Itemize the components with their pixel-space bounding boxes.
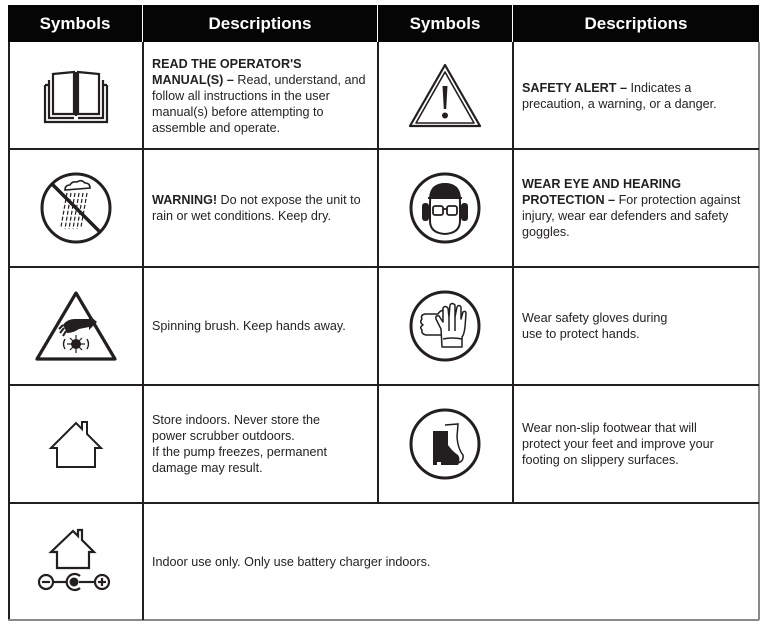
header-divider <box>377 5 378 42</box>
symbol-cell <box>378 386 512 502</box>
header-descriptions-1: Descriptions <box>143 5 377 42</box>
table-border-bottom <box>8 619 759 621</box>
non-slip-footwear-icon <box>408 407 482 481</box>
spinning-brush-hand-warning-icon <box>33 289 119 363</box>
symbol-cell <box>9 150 142 266</box>
symbol-cell <box>378 150 512 266</box>
table-border-right <box>758 42 760 620</box>
description-text: Indoor use only. Only use battery charger indoors. <box>152 554 431 569</box>
safety-alert-triangle-icon <box>407 62 483 130</box>
description-line: Wear safety gloves during <box>522 311 668 325</box>
description-cell <box>143 504 758 619</box>
description-title: SAFETY ALERT – <box>522 80 627 95</box>
eye-hearing-protection-icon <box>408 171 482 245</box>
open-book-manual-icon <box>41 68 111 124</box>
description-cell <box>513 150 758 266</box>
description-title: READ THE OPERATOR'S MANUAL(S) – <box>152 56 302 87</box>
description-text <box>522 80 750 112</box>
description-line: use to protect hands. <box>522 327 640 341</box>
symbol-cell <box>378 43 512 148</box>
symbol-cell <box>9 504 142 619</box>
description-cell <box>513 268 758 384</box>
symbol-cell <box>9 386 142 502</box>
description-cell <box>513 386 758 502</box>
no-rain-icon <box>39 171 113 245</box>
description-line: If the pump freezes, permanent <box>152 445 328 459</box>
house-store-indoors-icon <box>46 418 106 470</box>
symbol-cell <box>378 268 512 384</box>
description-text <box>522 310 667 342</box>
header-symbols-2: Symbols <box>378 5 512 42</box>
header-descriptions-2: Descriptions <box>513 5 759 42</box>
description-cell <box>143 386 377 502</box>
description-text <box>522 176 750 240</box>
description-cell <box>513 43 758 148</box>
safety-gloves-icon <box>408 289 482 363</box>
indoor-charger-polarity-icon <box>36 528 116 596</box>
description-line: damage may result. <box>152 461 263 475</box>
header-symbols-1: Symbols <box>8 5 142 42</box>
description-body: Indicates a precaution, a warning, or a danger. <box>522 80 717 111</box>
description-line: power scrubber outdoors. <box>152 429 295 443</box>
description-line: Store indoors. Never store the <box>152 413 320 427</box>
description-cell <box>143 268 377 384</box>
description-cell <box>143 43 377 148</box>
description-body: Read, understand, and follow all instructions in the user manual(s) before attempting to assemble and operate. <box>152 72 366 135</box>
description-text <box>152 412 327 476</box>
description-body: Do not expose the unit to rain or wet conditions. Keep dry. <box>152 193 361 223</box>
description-text: Wear non-slip footwear that will protect your feet and improve your footing on slippery surfaces. <box>522 421 714 467</box>
description-text: Spinning brush. Keep hands away. <box>152 319 346 333</box>
symbol-cell <box>9 268 142 384</box>
description-text <box>152 192 369 224</box>
description-title: WEAR EYE AND HEARING PROTECTION – <box>522 177 682 207</box>
symbol-cell <box>9 43 142 148</box>
description-body: For protection against injury, wear ear defenders and safety goggles. <box>522 193 741 239</box>
header-divider <box>142 5 143 42</box>
description-cell <box>143 150 377 266</box>
description-text <box>152 56 369 136</box>
header-divider <box>512 5 513 42</box>
description-title: WARNING! <box>152 193 218 207</box>
safety-symbols-table <box>8 5 759 620</box>
